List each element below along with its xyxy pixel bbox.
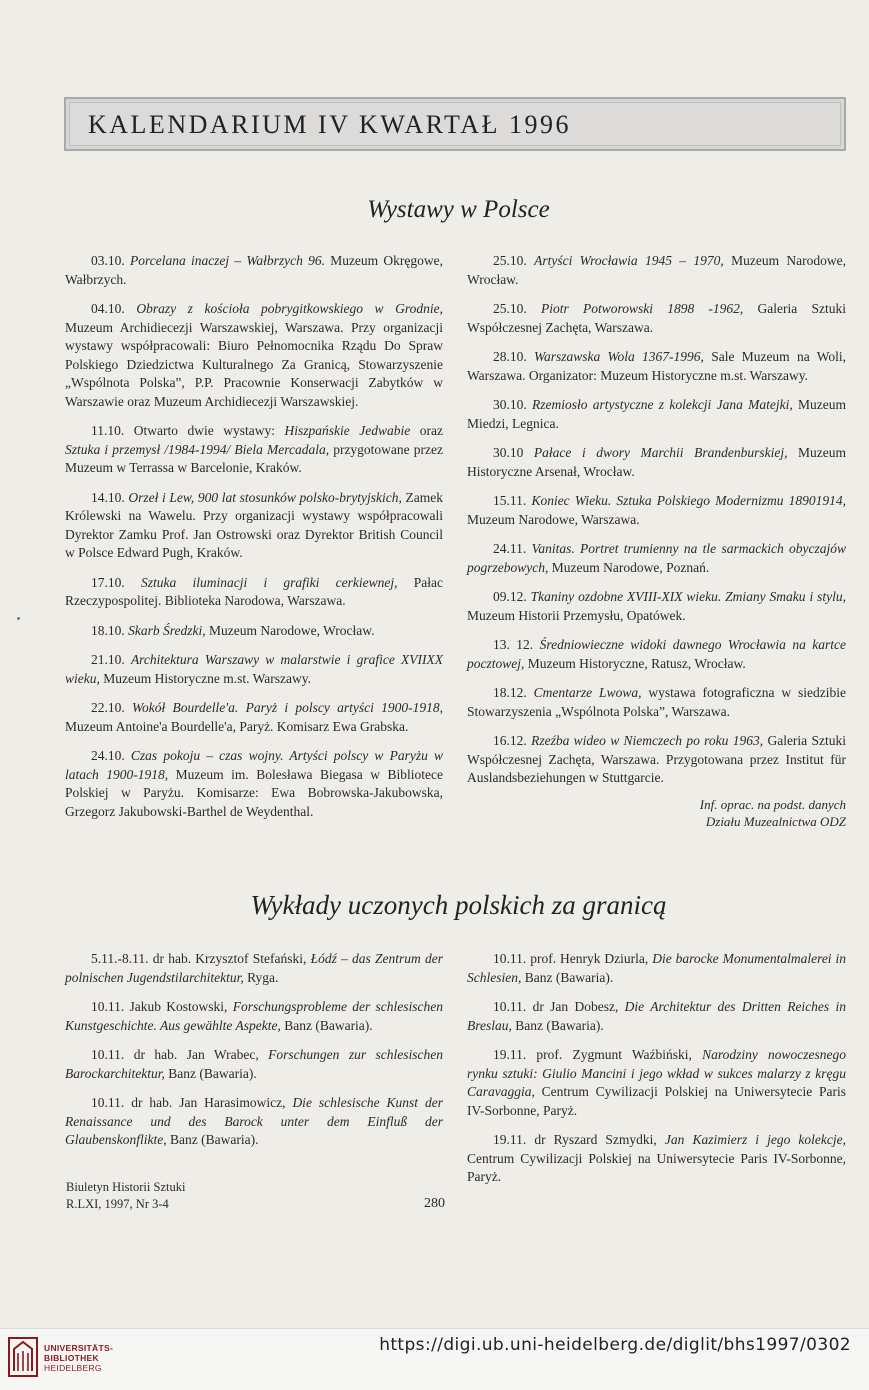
credit-note xyxy=(700,796,846,830)
entry xyxy=(65,699,443,736)
entry-date: 30.10 xyxy=(493,445,524,460)
entry-date: 13. 12. xyxy=(493,637,534,652)
entry-pre: dr Ryszard Szmydki, xyxy=(534,1132,665,1147)
entry-title: Architektura Warszawy w malarstwie i grafice XVIIXX wieku, xyxy=(65,652,443,686)
entry-pre: prof. Henryk Dziurla, xyxy=(530,951,653,966)
entry-title: Piotr Potworowski 1898 -1962, xyxy=(540,301,744,316)
entry xyxy=(467,998,846,1035)
entry xyxy=(467,684,846,721)
entry-date: 22.10. xyxy=(91,700,125,715)
entry-rest: Muzeum Narodowe, Poznań. xyxy=(548,559,710,575)
calendar-title: KALENDARIUM IV KWARTAŁ 1996 xyxy=(88,110,571,139)
entry-date: 03.10. xyxy=(91,253,125,268)
entry xyxy=(467,950,846,987)
entry-date: 09.12. xyxy=(493,589,527,604)
entry-rest: Banz (Bawaria). xyxy=(521,969,614,985)
entry-date: 11.10. xyxy=(91,423,125,438)
entry-title2: Sztuka i przemysł /1984-1994/ Biela Mercadala, xyxy=(65,441,330,457)
entry-date: 5.11.-8.11. xyxy=(91,951,149,966)
exhibitions-left-column xyxy=(65,252,443,832)
entry-rest: Muzeum Archidiecezji Warszawskiej, Warszawa. Przy organizacji wystawy współpracowali: Biuro Pełnomocnika Rządu Do Spraw Polskiego Dziedzictwa Kulturalnego Za Granicą, Stowarzyszenie „Wspólnota Polska”, P.P. Pracownie Konserwacji Zabytków w Warszawie oraz Muzeum Archidiecezji Warszawskiej. xyxy=(65,319,443,409)
entry-title: Warszawska Wola 1367-1996, xyxy=(534,349,704,364)
calendar-title-bar xyxy=(64,97,846,151)
entry-title: Orzeł i Lew, 900 lat stosunków polsko-brytyjskich, xyxy=(128,489,402,505)
entry-date: 15.11. xyxy=(493,493,527,508)
scan-artifact xyxy=(17,617,20,620)
journal-issue: R.LXI, 1997, Nr 3-4 xyxy=(66,1197,169,1211)
entry-pre: dr hab. Jan Harasimowicz, xyxy=(131,1095,293,1110)
page-number: 280 xyxy=(424,1196,445,1211)
entry-date: 18.12. xyxy=(493,685,527,700)
entry-date: 04.10. xyxy=(91,301,125,316)
entry-date: 28.10. xyxy=(493,349,527,364)
entry-title: Jan Kazimierz i jego kolekcje, xyxy=(664,1132,846,1147)
entry xyxy=(65,489,443,563)
entry-date: 10.11. xyxy=(493,999,527,1014)
entry-pre: prof. Zygmunt Waźbiński, xyxy=(536,1047,703,1062)
entry-title: Obrazy z kościoła pobrygitkowskiego w Grodnie, xyxy=(136,301,444,316)
entry-title: Forschungen zur schlesischen Barockarchitektur, xyxy=(65,1047,443,1081)
entry-title: Forschungsprobleme der schlesischen Kunstgeschichte. Aus gewählte Aspekte, xyxy=(65,999,443,1033)
entry xyxy=(65,1046,443,1083)
entry-date: 10.11. xyxy=(91,1095,125,1110)
entry-rest: Centrum Cywilizacji Polskiej na Uniwersytecie Paris IV-Sorbonne, Paryż. xyxy=(467,1084,846,1118)
entry-title: Hiszpańskie Jedwabie xyxy=(284,423,411,438)
entry-rest: przygotowane przez Muzeum w Terrassa w Barcelonie, Kraków. xyxy=(65,441,443,475)
library-name[interactable] xyxy=(44,1343,113,1373)
entry-title: Koniec Wieku. Sztuka Polskiego Modernizmu 18901914, xyxy=(531,493,847,508)
entry xyxy=(467,588,846,625)
entry-rest: wystawa fotograficzna w siedzibie Stowarzyszenia „Wspólnota Polska”, Warszawa. xyxy=(467,685,846,719)
heidelberg-library-logo-icon[interactable] xyxy=(8,1337,38,1377)
entry xyxy=(467,636,846,673)
section-title-exhibitions: Wystawy w Polsce xyxy=(367,196,550,223)
entry-rest: Muzeum Narodowe, Wrocław. xyxy=(467,253,846,287)
entry-rest: Galeria Sztuki Współczesnej Zachęta, Warszawa. Przygotowana przez Institut für Auslandsbeziehungen w Stuttgarcie. xyxy=(467,733,846,785)
library-name-line-2: BIBLIOTHEK xyxy=(44,1353,99,1363)
entry-rest: Centrum Cywilizacji Polskiej na Uniwersytecie Paris IV-Sorbonne, Paryż. xyxy=(467,1150,846,1184)
entry xyxy=(467,300,846,337)
entry-rest: Banz (Bawaria). xyxy=(164,1065,257,1081)
entry-pre: dr Jan Dobesz, xyxy=(532,999,625,1014)
entry xyxy=(65,950,443,987)
entry-date: 14.10. xyxy=(91,489,125,505)
lectures-left-column xyxy=(65,950,443,1161)
entry-rest: Pałac Rzeczypospolitej. Biblioteka Narodowa, Warszawa. xyxy=(65,574,443,608)
entry-rest: Muzeum Historyczne, Ratusz, Wrocław. xyxy=(524,655,746,671)
entry-rest: Muzeum im. Bolesława Biegasa w Bibliotece Polskiej w Paryżu. Komisarze: Ewa Bobrowska-Jakubowska, Grzegorz Jakubowski-Barthel de Weydenthal. xyxy=(65,766,443,819)
entry-title: Die Architektur des Dritten Reiches in Breslau, xyxy=(467,999,847,1033)
entry-title: Wokół Bourdelle'a. Paryż i polscy artyści 1900-1918, xyxy=(132,700,444,715)
entry-date: 25.10. xyxy=(493,253,527,268)
entry-date: 24.10. xyxy=(91,748,125,763)
entry-title: Rzemiosło artystyczne z kolekcji Jana Matejki, xyxy=(532,397,793,412)
entry-title: Cmentarze Lwowa, xyxy=(533,685,642,700)
entry-pre: Otwarto dwie wystawy: xyxy=(133,423,285,438)
entry-rest: Banz (Bawaria). xyxy=(511,1017,604,1033)
section-title-lectures: Wykłady uczonych polskich za granicą xyxy=(250,890,667,920)
entry-rest: Sale Muzeum na Woli, Warszawa. Organizator: Muzeum Historyczne m.st. Warszawy. xyxy=(467,349,846,383)
entry-title: Artyści Wrocławia 1945 – 1970, xyxy=(534,253,724,268)
entry-rest: Zamek Królewski na Wawelu. Przy organizacji wystawy współpracowali Dyrektor Zamku Prof. Jan Ostrowski oraz Dyrektor British Council w Polsce Edward Pugh, Kraków. xyxy=(65,489,444,560)
entry-date: 19.11. xyxy=(493,1132,527,1147)
entry-date: 10.11. xyxy=(493,951,527,966)
entry xyxy=(65,252,443,289)
entry-title: Die barocke Monumentalmalerei in Schlesien, xyxy=(467,951,847,985)
entry xyxy=(467,492,846,529)
entry-date: 21.10. xyxy=(91,652,125,667)
entry-rest: Banz (Bawaria). xyxy=(280,1017,373,1033)
entry-date: 24.11. xyxy=(493,541,527,556)
entry-title: Średniowieczne widoki dawnego Wrocławia na kartce pocztowej, xyxy=(467,637,846,671)
entry xyxy=(65,422,443,478)
entry-date: 17.10. xyxy=(91,574,125,590)
entry-title: Porcelana inaczej – Wałbrzych 96. xyxy=(129,253,325,268)
entry xyxy=(65,747,443,821)
entry xyxy=(467,540,846,577)
entry-rest: Galeria Sztuki Współczesnej Zachęta, Warszawa. xyxy=(467,301,846,335)
entry xyxy=(65,300,443,411)
entry-pre: dr hab. Krzysztof Stefański, xyxy=(152,951,311,966)
entry-rest: Muzeum Historyczne Arsenał, Wrocław. xyxy=(467,445,846,479)
entry xyxy=(467,732,846,788)
entry-rest: Muzeum Historii Przemysłu, Opatówek. xyxy=(467,607,686,623)
credit-line-2: Działu Muzealnictwa ODZ xyxy=(705,814,846,829)
entry xyxy=(65,574,443,611)
lectures-right-column xyxy=(467,950,846,1198)
entry-title: Łódź – das Zentrum der polnischen Jugendstilarchitektur, xyxy=(65,951,444,985)
entry-date: 30.10. xyxy=(493,397,527,412)
entry-title: Sztuka iluminacji i grafiki cerkiewnej, xyxy=(140,574,398,590)
entry xyxy=(467,1131,846,1187)
entry xyxy=(467,444,846,481)
entry-date: 25.10. xyxy=(493,301,527,316)
entry xyxy=(65,651,443,688)
entry xyxy=(65,1094,443,1150)
permalink-url[interactable]: https://digi.ub.uni-heidelberg.de/diglit/bhs1997/0302 xyxy=(379,1335,851,1355)
entry-date: 10.11. xyxy=(91,1047,125,1062)
library-name-line-1: UNIVERSITÄTS- xyxy=(44,1343,114,1353)
entry-rest: Muzeum Miedzi, Legnica. xyxy=(467,397,846,431)
entry-date: 19.11. xyxy=(493,1047,527,1062)
entry-pre: Jakub Kostowski, xyxy=(129,999,233,1014)
entry-rest: Muzeum Okręgowe, Wałbrzych. xyxy=(65,253,444,287)
entry-title: Die schlesische Kunst der Renaissance und des Barock unter dem Einfluß der Glaubenskonflikte, xyxy=(65,1095,443,1147)
entry-title: Vanitas. Portret trumienny na tle sarmackich obyczajów pogrzebowych, xyxy=(467,541,846,575)
entry-title: Czas pokoju – czas wojny. Artyści polscy w Paryżu w latach 1900-1918, xyxy=(65,748,444,782)
entry xyxy=(467,348,846,385)
entry xyxy=(65,998,443,1035)
entry-rest: Muzeum Narodowe, Warszawa. xyxy=(467,511,640,527)
entry xyxy=(467,1046,846,1120)
entry-rest: Banz (Bawaria). xyxy=(166,1132,259,1147)
entry-rest: Muzeum Historyczne m.st. Warszawy. xyxy=(99,670,311,686)
entry-title: Narodziny nowoczesnego rynku sztuki: Giulio Mancini i jego wkład w sukces malarzy z kręgu Caravaggia, xyxy=(467,1047,846,1099)
entry-title: Pałace i dwory Marchii Brandenburskiej, xyxy=(533,445,788,460)
entry xyxy=(467,252,846,289)
credit-line-1: Inf. oprac. na podst. danych xyxy=(699,797,846,812)
entry-title: Skarb Średzki, xyxy=(128,622,206,638)
exhibitions-right-column xyxy=(467,252,846,799)
entry-rest: Muzeum Narodowe, Wrocław. xyxy=(205,622,375,638)
entry-date: 16.12. xyxy=(493,733,527,748)
entry-date: 18.10. xyxy=(91,622,125,638)
journal-name: Biuletyn Historii Sztuki xyxy=(66,1180,186,1194)
entry xyxy=(467,396,846,433)
entry xyxy=(65,622,443,641)
library-name-line-3: HEIDELBERG xyxy=(44,1363,102,1373)
entry-title: Tkaniny ozdobne XVIII-XIX wieku. Zmiany Smaku i stylu, xyxy=(530,589,846,604)
entry-date: 10.11. xyxy=(91,999,125,1014)
entry-pre: dr hab. Jan Wrabec, xyxy=(133,1047,269,1062)
entry-mid: oraz xyxy=(410,423,443,438)
entry-rest: Ryga. xyxy=(243,969,279,985)
entry-title: Rzeźba wideo w Niemczech po roku 1963, xyxy=(531,733,764,748)
entry-rest: Muzeum Antoine'a Bourdelle'a, Paryż. Komisarz Ewa Grabska. xyxy=(65,718,409,734)
